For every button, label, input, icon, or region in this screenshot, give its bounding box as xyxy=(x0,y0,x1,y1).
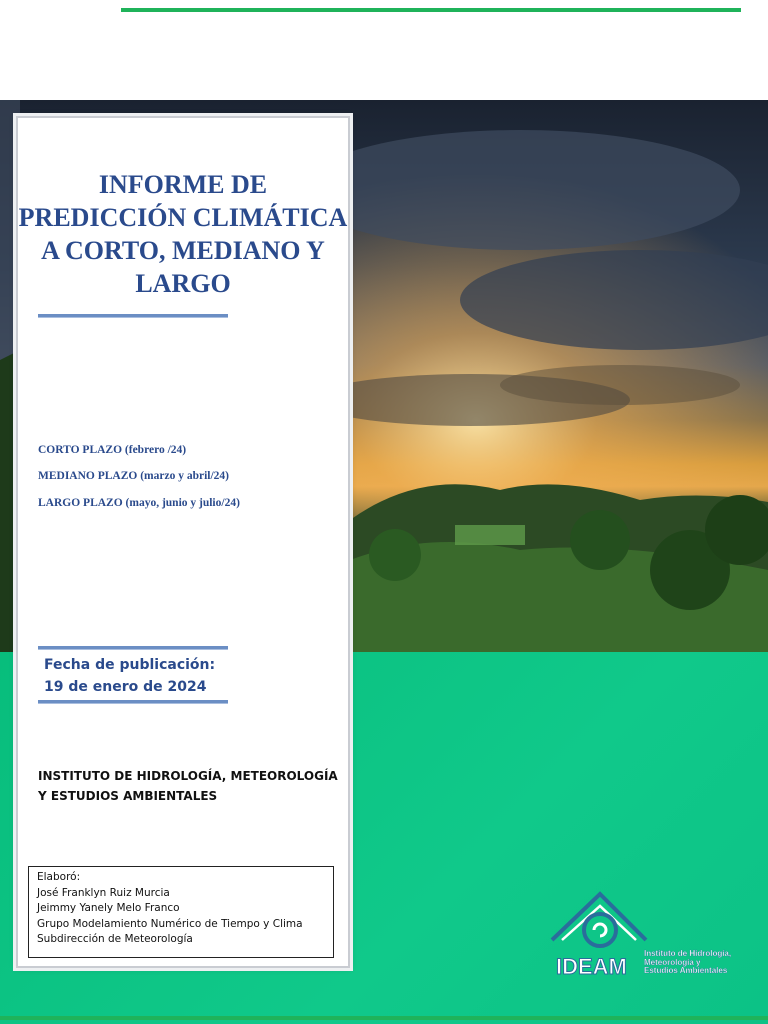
cover-panel xyxy=(16,116,350,968)
logo-subtitle-3: Estudios Ambientales xyxy=(644,966,728,975)
publication-date: 19 de enero de 2024 xyxy=(44,679,207,695)
period-mediano: MEDIANO PLAZO (marzo y abril/24) xyxy=(38,470,230,482)
credit-group: Grupo Modelamiento Numérico de Tiempo y Clima xyxy=(37,917,303,930)
credits-box xyxy=(28,866,334,958)
logo-subtitle-1: Instituto de Hidrología, xyxy=(644,949,732,958)
logo-wordmark: IDEAM xyxy=(556,954,627,979)
logo-subtitle xyxy=(644,950,731,976)
institute-line-1: INSTITUTO DE HIDROLOGÍA, METEOROLOGÍA xyxy=(38,769,338,783)
period-corto: CORTO PLAZO (febrero /24) xyxy=(38,444,187,456)
credit-department: Subdirección de Meteorología xyxy=(37,933,193,945)
publication-label: Fecha de publicación: xyxy=(44,657,216,673)
publication-top-rule xyxy=(38,646,228,650)
institute-line-2: Y ESTUDIOS AMBIENTALES xyxy=(38,789,218,803)
top-accent-line xyxy=(121,8,741,12)
title-divider xyxy=(38,314,228,318)
publication-bottom-rule xyxy=(38,700,228,704)
logo-subtitle-2: Meteorología y xyxy=(644,957,701,967)
bottom-accent-line xyxy=(0,1016,768,1020)
credit-author-2: Jeimmy Yanely Melo Franco xyxy=(37,902,180,914)
report-title: INFORME DE PREDICCIÓN CLIMÁTICA A CORTO, MEDIANO Y LARGO xyxy=(18,170,348,298)
institute-name xyxy=(38,766,338,806)
credit-author-1: José Franklyn Ruiz Murcia xyxy=(37,886,170,899)
period-largo: LARGO PLAZO (mayo, junio y julio/24) xyxy=(38,497,240,509)
credits-heading: Elaboró: xyxy=(37,871,81,883)
publication-info xyxy=(44,654,215,698)
